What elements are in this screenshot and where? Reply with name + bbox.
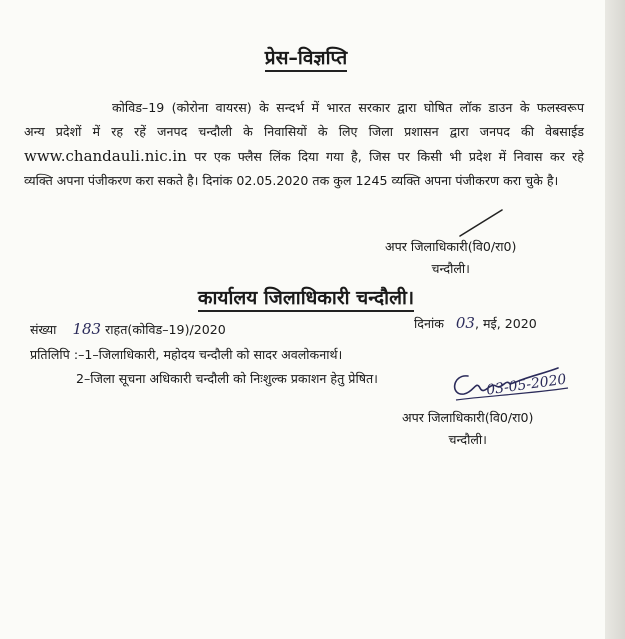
handwritten-number: 183 (72, 320, 102, 338)
signatory-place: चन्दौली। (448, 432, 487, 447)
signatory-designation: अपर जिलाधिकारी(वि0/रा0) (385, 239, 517, 254)
website-url: www.chandauli.nic.in (24, 147, 187, 165)
signatory-block-2 (402, 407, 533, 451)
body-line-4: व्यक्ति अपना पंजीकरण करा सकते है। दिनांक 02.05.2020 तक कुल 1245 व्यक्ति अपना पंजीकरण करा चुके है। (24, 173, 559, 188)
reference-number: संख्या 183 राहत(कोविड–19)/2020 (30, 320, 226, 338)
body-line-3: www.chandauli.nic.in पर एक फ्लैस लिंक दिया गया है, जिस पर किसी भी प्रदेश में निवास कर रहे (24, 147, 584, 165)
copy-to-line-2: 2–जिला सूचना अधिकारी चन्दौली को निःशुल्क प्रकाशन हेतु प्रेषित। (76, 371, 378, 386)
signatory-place: चन्दौली। (431, 261, 470, 276)
press-release-body (24, 96, 584, 193)
signatory-block-1 (385, 236, 516, 280)
reference-date: दिनांक 03, मई, 2020 (414, 314, 537, 332)
handwritten-day: 03 (455, 314, 475, 332)
press-release-title: प्रेस–विज्ञप्ति (0, 44, 612, 70)
signatory-designation: अपर जिलाधिकारी(वि0/रा0) (402, 410, 534, 425)
body-line-2: अन्य प्रदेशों में रह रहें जनपद चन्दौली के निवासियों के लिए जिला प्रशासन द्वारा जनपद की वेबसाईड (24, 124, 584, 139)
page-edge (605, 0, 625, 639)
office-title: कार्यालय जिलाधिकारी चन्दौली। (0, 284, 612, 310)
signature-date: 03-05-2020 (485, 371, 568, 399)
signature-stroke-1 (456, 206, 506, 240)
copy-to-line-1: प्रतिलिपि :–1–जिलाधिकारी, महोदय चन्दौली को सादर अवलोकनार्थ। (30, 347, 343, 362)
body-line-1: कोविड–19 (कोरोना वायरस) के सन्दर्भ में भारत सरकार द्वारा घोषित लॉक डाउन के फलस्वरूप (112, 100, 584, 115)
